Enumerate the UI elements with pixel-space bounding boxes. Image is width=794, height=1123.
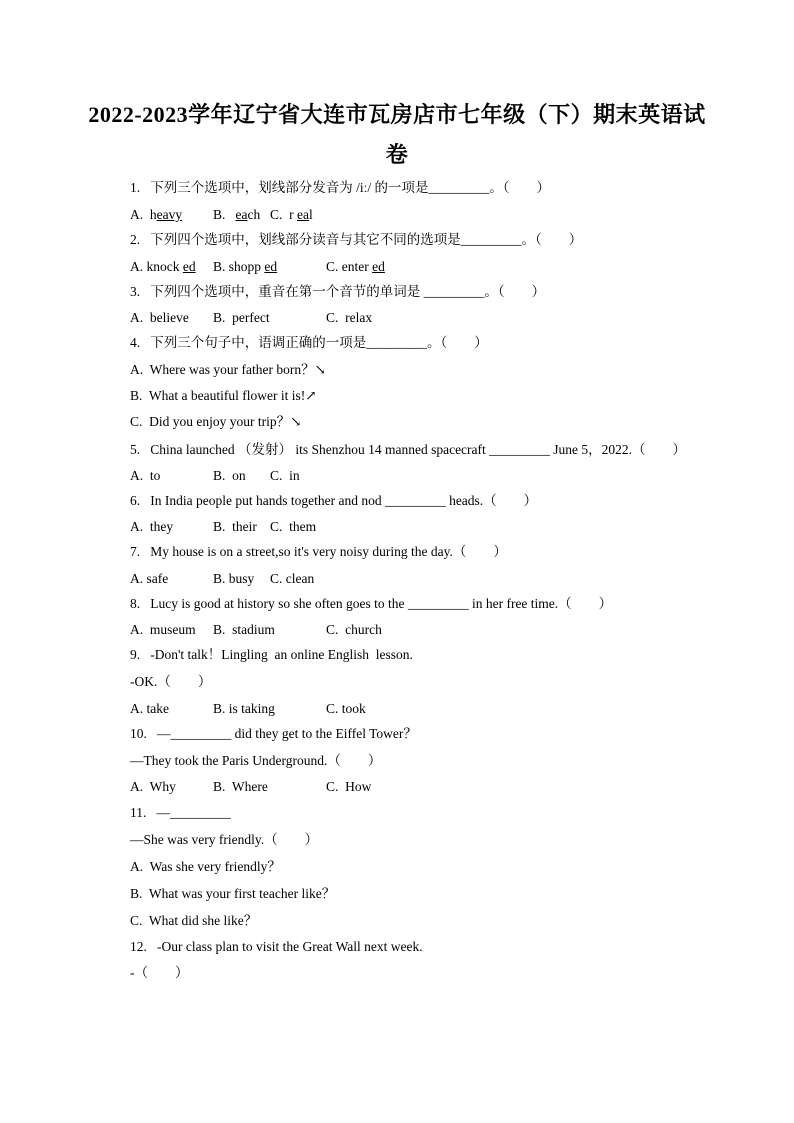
question-3-stem: 3. 下列四个选项中，重音在第一个音节的单词是 _________。（ ） (130, 284, 546, 299)
q7-option-a: A. safe (130, 571, 169, 586)
q9-option-c: C. took (326, 701, 366, 716)
question-4-stem: 4. 下列三个句子中，语调正确的一项是_________。（ ） (130, 335, 488, 350)
q3-option-c: C. relax (326, 310, 373, 325)
q5-option-b: B. on (213, 468, 246, 483)
q10-option-a: A. Why (130, 779, 176, 794)
q3-option-b: B. perfect (213, 310, 270, 325)
q2-option-a: A. knock ed (130, 259, 196, 274)
q5-option-c: C. in (270, 468, 300, 483)
q4-option-b: B. What a beautiful flower it is!↗ (130, 388, 317, 403)
exam-title (60, 95, 734, 175)
q1-option-a: A. heavy (130, 207, 183, 222)
question-11-stem: 11. —_________ (130, 805, 231, 820)
q11-option-a: A. Was she very friendly？ (130, 859, 281, 874)
q4-option-c: C. Did you enjoy your trip？↘ (130, 414, 302, 429)
q8-option-c: C. church (326, 622, 382, 637)
question-8-stem: 8. Lucy is good at history so she often goes to the _________ in her free time.（ ） (130, 596, 613, 611)
q9-option-a: A. take (130, 701, 169, 716)
question-11-reply: —She was very friendly.（ ） (130, 832, 319, 847)
q2-option-b: B. shopp ed (213, 259, 278, 274)
question-6-stem: 6. In India people put hands together and nod _________ heads.（ ） (130, 493, 538, 508)
question-2-stem: 2. 下列四个选项中，划线部分读音与其它不同的选项是_________。（ ） (130, 232, 583, 247)
q10-option-c: C. How (326, 779, 372, 794)
question-10-stem: 10. —_________ did they get to the Eiffel Tower？ (130, 726, 417, 741)
q2-option-c: C. enter ed (326, 259, 385, 274)
title-line-1: 2022-2023学年辽宁省大连市瓦房店市七年级（下）期末英语试 (88, 102, 706, 127)
title-line-2: 卷 (385, 142, 409, 167)
q7-option-c: C. clean (270, 571, 315, 586)
q6-option-b: B. their (213, 519, 257, 534)
question-10-reply: —They took the Paris Underground.（ ） (130, 753, 382, 768)
q6-option-a: A. they (130, 519, 174, 534)
q11-option-b: B. What was your first teacher like？ (130, 886, 336, 901)
q8-option-a: A. museum (130, 622, 196, 637)
question-1-stem: 1. 下列三个选项中，划线部分发音为 /iː/ 的一项是_________。（ ） (130, 180, 551, 195)
q6-option-c: C. them (270, 519, 317, 534)
question-12-reply: -（ ） (130, 965, 189, 980)
question-12-stem: 12. -Our class plan to visit the Great Wall next week. (130, 939, 423, 954)
q11-option-c: C. What did she like？ (130, 913, 258, 928)
q4-option-a: A. Where was your father born？↘ (130, 362, 326, 377)
q10-option-b: B. Where (213, 779, 268, 794)
q1-option-b: B. each (213, 207, 261, 222)
question-7-stem: 7. My house is on a street,so it's very noisy during the day.（ ） (130, 544, 507, 559)
q1-option-c: C. r eal (270, 207, 313, 222)
q7-option-b: B. busy (213, 571, 255, 586)
q8-option-b: B. stadium (213, 622, 275, 637)
q5-option-a: A. to (130, 468, 161, 483)
question-5-stem: 5. China launched （发射） its Shenzhou 14 manned spacecraft _________ June 5，2022.（ ） (130, 442, 687, 457)
question-9-reply: -OK.（ ） (130, 674, 212, 689)
q3-option-a: A. believe (130, 310, 189, 325)
q9-option-b: B. is taking (213, 701, 275, 716)
question-9-stem: 9. -Don't talk！Lingling an online English lesson. (130, 647, 413, 662)
